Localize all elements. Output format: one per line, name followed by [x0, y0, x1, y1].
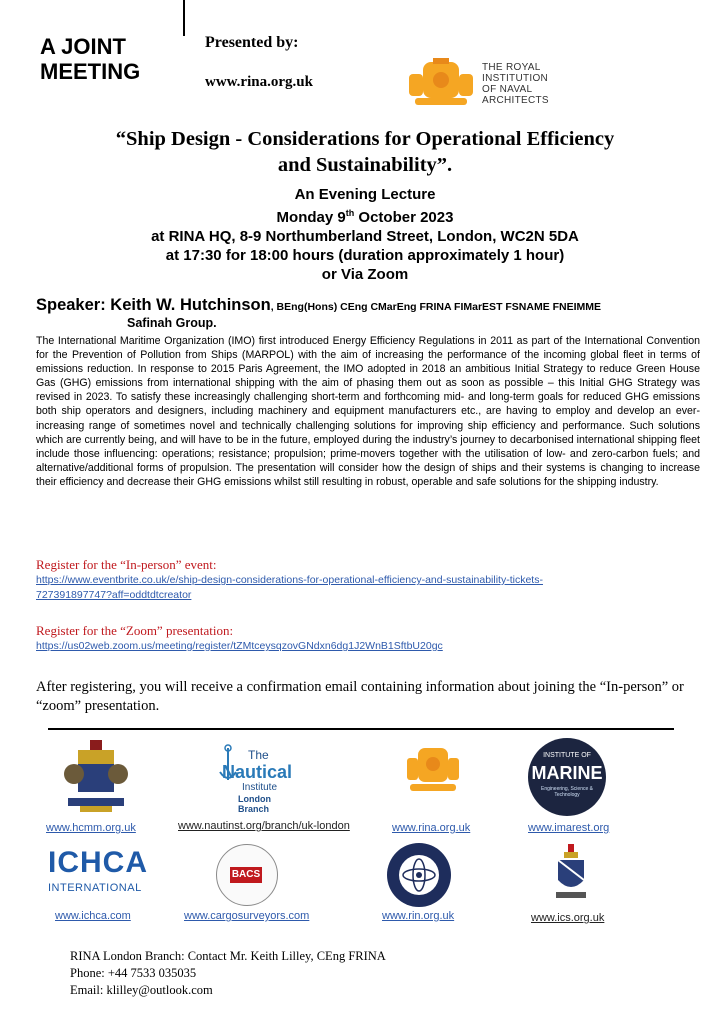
joint-meeting-line1: A JOINT: [40, 34, 126, 59]
bacs-name: BACS: [230, 867, 262, 883]
inperson-link[interactable]: [36, 573, 543, 603]
abstract-text: The International Maritime Organization (IMO) first introduced Energy Efficiency Regulations in 2011 as part of the International Convention for the Prevention of Pollution from Ships (MARPOL) with the aim of increasing the performance of the incoming global fleet in terms of emissions reduction. In response to 2015 Paris Agreement, the IMO adopted in 2018 an ambitious Initial Strategy to reduce Green House Gas (GHG) emissions from international shipping with the aim of phasing them out as soon as possible – this Initial GHG Strategy was revised in 2023. To satisfy these increasingly challenging short-term and forthcoming mid- and long-term goals for reduced GHG emissions both ship operators and designers, including machinery and equipment manufacturers etc., are having to employ and develop an ever-increasing range of sometimes novel and technically challenging solutions for improving ship efficiency and performance. Such solutions which are currently being, and will have to be in the future, employed during the industry’s journey to decarbonised international shipping fleet include those influencing: operations; resistance; propulsion; prime-movers together with the utilisation of low- and zero-carbon fuels; and alternative/additional forms of propulsion. The presentation will consider how the design of ships and their systems is changing to increase their efficiency and decrease their GHG emissions whilst still resulting in robust, operable and safe solutions for the shipping industry.: [36, 335, 700, 488]
partner-link[interactable]: www.ichca.com: [55, 910, 131, 922]
after-registering-text: After registering, you will receive a confirmation email containing information about joining the “In-person” or “zoom” presentation.: [36, 679, 684, 714]
partner-link[interactable]: www.nautinst.org/branch/uk-london: [178, 820, 350, 832]
hcmm-crest-icon: [60, 740, 132, 814]
bacs-seal: [216, 844, 278, 906]
imarest-top: INSTITUTE OF: [543, 752, 591, 759]
contact-line: RINA London Branch: Contact Mr. Keith Lilley, CEng FRINA: [70, 949, 386, 963]
event-venue: at RINA HQ, 8-9 Northumberland Street, London, WC2N 5DA: [151, 228, 579, 245]
title-line1: “Ship Design - Considerations for Operational Efficiency: [115, 128, 615, 150]
ichca-sub: INTERNATIONAL: [48, 882, 142, 894]
lecture-title: [40, 126, 690, 178]
rina-name-line4: ARCHITECTS: [482, 95, 549, 106]
contact-footer: [70, 948, 386, 999]
partner-link[interactable]: www.rina.org.uk: [392, 822, 471, 834]
event-info: [40, 185, 690, 284]
event-date: [40, 204, 690, 227]
rina-crest-small-icon: [404, 742, 462, 800]
partner-link[interactable]: www.ics.org.uk: [531, 912, 605, 924]
partner-link[interactable]: www.rin.org.uk: [382, 910, 455, 922]
event-zoom: or Via Zoom: [321, 266, 409, 283]
joint-meeting-line2: MEETING: [40, 59, 141, 84]
rin-navigation-seal-icon: [386, 842, 452, 908]
nautical-institute: Institute: [242, 782, 278, 793]
speaker-affiliation: Safinah Group.: [127, 316, 217, 330]
presented-by: Presented by:: [205, 34, 299, 51]
ichca-logo: [48, 846, 148, 898]
contact-phone: Phone: +44 7533 035035: [70, 966, 197, 980]
nautical-name: Nautical: [222, 762, 293, 782]
zoom-link[interactable]: https://us02web.zoom.us/meeting/register/tZMtceysqzovGNdxn6dg1J2WnB1SftbU20gc: [36, 640, 443, 652]
speaker-credentials: , BEng(Hons) CEng CMarEng FRINA FIMarEST FSNAME FNEIMME: [270, 301, 602, 313]
imarest-sub: Engineering, Science & Technology: [541, 786, 593, 798]
zoom-registration: [36, 623, 443, 654]
speaker-name: Speaker: Keith W. Hutchinson: [36, 296, 271, 314]
imarest-name: MARINE: [531, 763, 603, 783]
rina-name-line2: INSTITUTION: [482, 73, 549, 84]
title-line2: and Sustainability”.: [277, 154, 453, 176]
partner-link[interactable]: www.cargosurveyors.com: [184, 910, 310, 922]
inperson-label: Register for the “In-person” event:: [36, 557, 217, 572]
nautical-branch: London Branch: [238, 794, 271, 814]
rina-crest-icon: [405, 56, 477, 108]
nautical-the: The: [248, 748, 269, 762]
rina-name-line1: THE ROYAL: [482, 62, 541, 73]
event-type: An Evening Lecture: [294, 186, 436, 203]
partner-link[interactable]: www.imarest.org: [528, 822, 610, 834]
header-divider: [183, 0, 185, 36]
section-divider: [48, 728, 674, 730]
event-time: at 17:30 for 18:00 hours (duration approximately 1 hour): [165, 247, 565, 264]
rina-name-line3: OF NAVAL: [482, 84, 533, 95]
partner-link[interactable]: www.hcmm.org.uk: [46, 822, 136, 834]
ics-crest-icon: [554, 844, 588, 902]
joint-meeting-heading: [40, 34, 140, 84]
date-prefix: Monday 9: [276, 209, 346, 226]
ichca-name: ICHCA: [48, 846, 148, 879]
date-suffix: th: [345, 208, 355, 218]
imarest-logo: [528, 738, 606, 816]
contact-email[interactable]: Email: klilley@outlook.com: [70, 983, 213, 997]
rina-website: www.rina.org.uk: [205, 74, 313, 90]
speaker-line: [36, 296, 601, 315]
inperson-registration: [36, 557, 543, 603]
inperson-link-line2[interactable]: 727391897747?aff=oddtdtcreator: [36, 589, 192, 601]
date-rest: October 2023: [354, 209, 454, 226]
inperson-link-line1[interactable]: https://www.eventbrite.co.uk/e/ship-design-considerations-for-operational-efficiency-and-sustainability-tickets-: [36, 574, 543, 586]
rina-name: [482, 62, 549, 106]
zoom-label: Register for the “Zoom” presentation:: [36, 623, 234, 638]
